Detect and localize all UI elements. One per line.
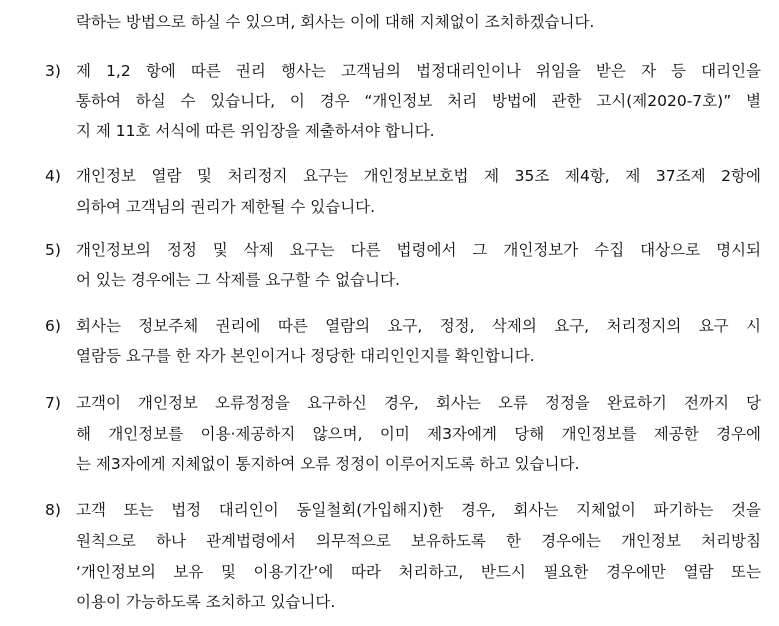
item-3-line-2: 통하여 하실 수 있습니다, 이 경우 “개인정보 처리 방법에 관한 고시(제2020-7호)” 별: [76, 92, 761, 110]
item-8-line-1: 고객 또는 법정 대리인이 동일철회(가입해지)한 경우, 회사는 지체없이 파기하는 것을: [76, 501, 761, 519]
item-6-line-1: 회사는 정보주체 권리에 따른 열람의 요구, 정정, 삭제의 요구, 처리정지의 요구 시: [76, 317, 761, 335]
item-8-line-2: 원칙으로 하나 관계법령에서 의무적으로 보유하도록 한 경우에는 개인정보 처리방침: [76, 532, 761, 550]
item-7-line-1: 고객이 개인정보 오류정정을 요구하신 경우, 회사는 오류 정정을 완료하기 전까지 당: [76, 394, 761, 412]
item-8-line-3: ‘개인정보의 보유 및 이용기간’에 따라 처리하고, 반드시 필요한 경우에만 열람 또는: [76, 563, 761, 581]
item-6-line-2: 열람등 요구를 한 자가 본인이거나 정당한 대리인인지를 확인합니다.: [76, 347, 535, 365]
item-4-line-2: 의하여 고객님의 권리가 제한될 수 있습니다.: [76, 198, 376, 216]
item-number: 5): [45, 241, 61, 259]
item-8-line-4: 이용이 가능하도록 조치하고 있습니다.: [76, 593, 336, 611]
item-3-line-1: 제 1,2 항에 따른 권리 행사는 고객님의 법정대리인이나 위임을 받은 자 등 대리인을: [76, 62, 761, 80]
item-number: 3): [45, 62, 61, 80]
intro-line: 락하는 방법으로 하실 수 있으며, 회사는 이에 대해 지체없이 조치하겠습니다.: [76, 13, 595, 31]
item-number: 6): [45, 317, 61, 335]
item-number: 7): [45, 394, 61, 412]
item-7-line-3: 는 제3자에게 지체없이 통지하여 오류 정정이 이루어지도록 하고 있습니다.: [76, 455, 580, 473]
item-7-line-2: 해 개인정보를 이용·제공하지 않으며, 이미 제3자에게 당해 개인정보를 제공한 경우에: [76, 425, 761, 443]
item-4-line-1: 개인정보 열람 및 처리정지 요구는 개인정보보호법 제 35조 제4항, 제 37조제 2항에: [76, 167, 761, 185]
item-5-line-1: 개인정보의 정정 및 삭제 요구는 다른 법령에서 그 개인정보가 수집 대상으로 명시되: [76, 241, 761, 259]
item-number: 8): [45, 501, 61, 519]
item-3-line-3: 지 제 11호 서식에 따른 위임장을 제출하셔야 합니다.: [76, 122, 435, 140]
item-5-line-2: 어 있는 경우에는 그 삭제를 요구할 수 없습니다.: [76, 271, 400, 289]
item-number: 4): [45, 167, 61, 185]
